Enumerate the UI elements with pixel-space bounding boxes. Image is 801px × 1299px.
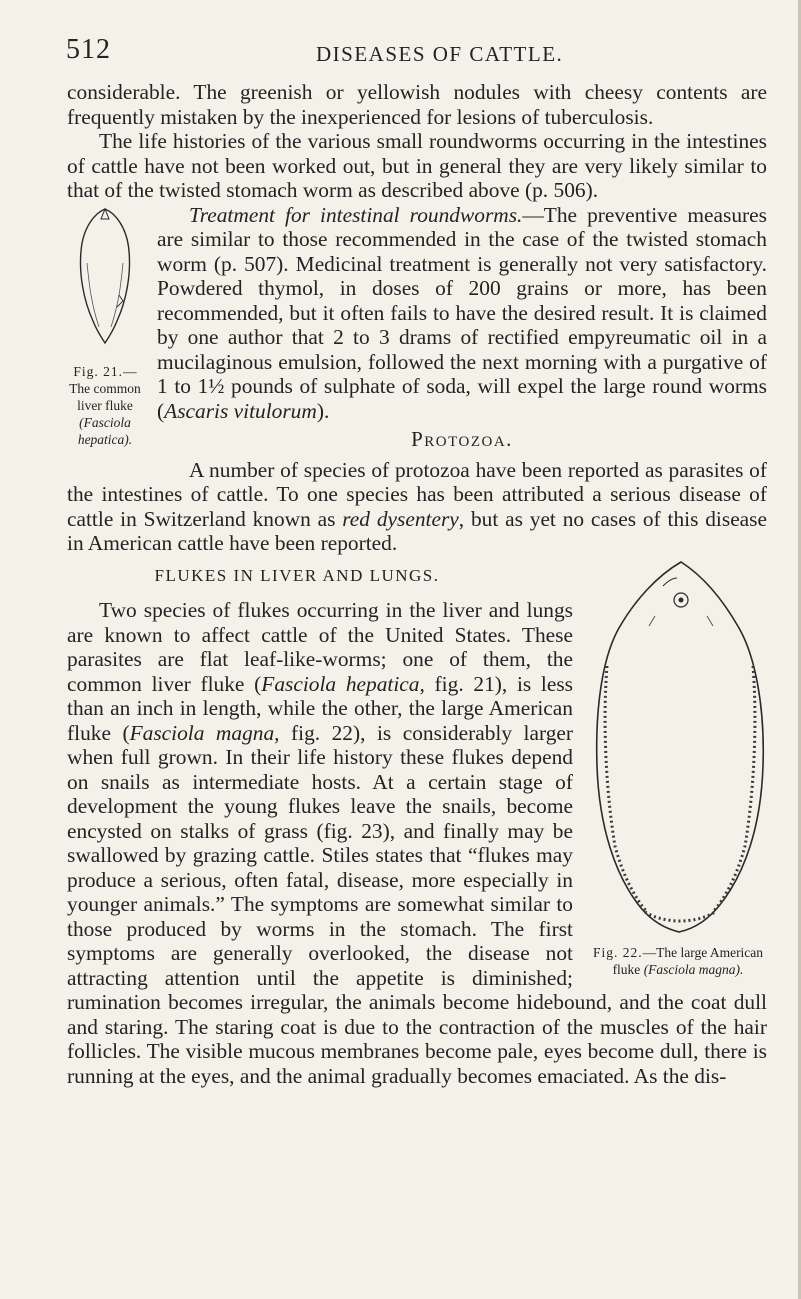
heading-protozoa: Protozoa. — [411, 427, 513, 451]
liver-fluke-illustration — [65, 203, 145, 353]
paragraph-flukes: Two species of flukes occurring in the liver and lungs are known to affect cattle of the United States. These parasites are flat leaf-like-worms; one of them, the common liver fluke (Fasciola hepatica, fig. 21), is less than an inch in length, while the other, the large American fluke (Fasciola magna, fig. 22), is considerably larger when full grown. In their life history these flukes depend on snails as intermediate hosts. At a certain stage of development the young flukes leave the snails, become encysted on stalks of grass (fig. 23), and finally may be swallowed by grazing cattle. Stiles states that “flukes may produce a serious, often fatal, disease, more especially in younger animals.” The symptoms are somewhat similar to those produced by worms in the stomach. The first symptoms are generally overlooked, the disease not attracting attention until the appetite is diminished; rumination becomes irregular, the animals become hidebound, and the coat dull and staring. The staring coat is due to the contraction of the muscles of the hair follicles. The visible mucous membranes become pale, eyes become dull, there is running at the eyes, and the animal gradually becomes emaciated. As the dis- — [67, 598, 767, 1088]
paragraph-continued: considerable. The greenish or yellowish nodules with cheesy contents are frequently mistaken by the inexperienced for lesions of tuberculosis. — [67, 80, 767, 129]
paragraph-protozoa: A number of species of protozoa have been reported as parasites of the intestines of cattle. To one species has been attributed a serious disease of cattle in Switzerland known as red dysentery, but as yet no cases of this disease in American cattle have been reported. — [67, 457, 767, 555]
american-fluke-illustration — [585, 556, 771, 938]
paragraph-life-histories: The life histories of the various small roundworms occurring in the intestines of cattle have not been worked out, but in general they are very likely similar to that of the twisted stomach worm as described above (p. 506). — [67, 129, 767, 202]
figure-22 — [581, 556, 775, 986]
treatment-title: Treatment for intestinal roundworms. — [189, 202, 523, 227]
figure-21 — [65, 203, 149, 475]
body-text — [67, 80, 767, 1088]
paragraph-treatment: Treatment for intestinal roundworms.—The preventive measures are similar to those recommended in the case of the twisted stomach worm (p. 507). Medicinal treatment is generally not very satisfactory. Powdered thymol, in doses of 200 grains or more, has been recommended, but it often fails to have the desired result. It is claimed by one author that 2 to 3 drams of rectified empyreumatic oil in a mucilaginous emulsion, followed the next morning with a purgative of 1 to 1½ pounds of sulphate of soda, will expel the large round worms (Ascaris vitulorum). — [157, 202, 768, 423]
page-header — [66, 34, 766, 66]
running-head: DISEASES OF CATTLE. — [316, 42, 564, 66]
figure-22-caption: Fig. 22.—The large American fluke (Fasciola magna). — [592, 944, 764, 977]
figure-21-caption: Fig. 21.—The common liver fluke (Fasciola hepatica). — [69, 363, 141, 447]
page-number: 512 — [66, 34, 111, 65]
heading-flukes: FLUKES IN LIVER AND LUNGS. — [154, 565, 440, 585]
